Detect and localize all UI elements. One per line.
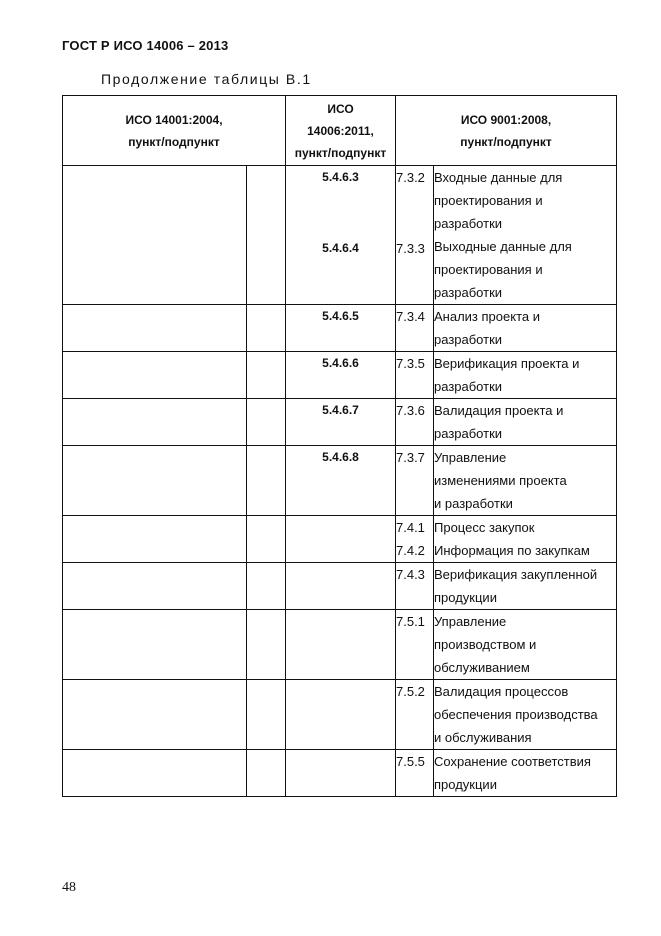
cell-iso9001-number [396,610,434,680]
cell-iso14001-clause [63,446,247,516]
cell-iso9001-title [434,446,617,516]
cell-iso14006 [286,399,396,446]
iso9001-title-line: изменениями проекта [434,473,567,488]
iso9001-title-line: Управление [434,614,507,629]
cell-iso14006 [286,516,396,563]
iso9001-title-line: Информация по закупкам [434,543,590,558]
iso9001-title-line: Процесс закупок [434,520,535,535]
cell-iso9001-number [396,563,434,610]
iso9001-title-line: продукции [434,590,497,605]
cell-iso14001-subclause [247,305,286,352]
cell-iso14001-clause [63,680,247,750]
table-row [63,516,617,563]
iso9001-title-line: проектирования и [434,193,543,208]
cell-iso9001-number [396,399,434,446]
cell-iso14006 [286,750,396,797]
iso14006-clause: 5.4.6.3 [322,170,359,184]
cell-iso9001-number [396,352,434,399]
iso9001-clause-number: 7.3.5 [396,356,425,371]
cell-iso14006 [286,166,396,305]
iso9001-clause-number: 7.3.7 [396,450,425,465]
cell-iso14001-clause [63,516,247,563]
iso9001-title-line: разработки [434,426,503,441]
cell-iso9001-number [396,305,434,352]
cell-iso14001-clause [63,750,247,797]
cell-iso9001-number [396,446,434,516]
iso9001-title-line: продукции [434,777,497,792]
column-header-iso14001 [63,96,286,166]
cell-iso9001-title [434,516,617,563]
cell-iso9001-title [434,305,617,352]
cell-iso14006 [286,305,396,352]
table-row [63,446,617,516]
cell-iso14001-clause [63,166,247,305]
header-line: пункт/подпункт [128,134,220,149]
iso9001-title-line: проектирования и [434,262,543,277]
table-row [63,399,617,446]
cell-iso14001-subclause [247,750,286,797]
iso9001-clause-number: 7.3.3 [396,241,425,256]
iso9001-title-line: обеспечения производства [434,707,598,722]
table-row [63,563,617,610]
table-row [63,352,617,399]
table-row [63,166,617,305]
cell-iso14001-subclause [247,610,286,680]
cell-iso9001-number [396,516,434,563]
table-row [63,610,617,680]
iso9001-clause-number: 7.5.5 [396,754,425,769]
iso9001-title-line: разработки [434,285,503,300]
header-line: 14006:2011, [307,123,374,138]
iso14006-clause: 5.4.6.7 [322,403,359,417]
header-line: пункт/подпункт [460,134,552,149]
iso9001-title-line: и разработки [434,496,513,511]
document-header: ГОСТ Р ИСО 14006 – 2013 [62,38,229,53]
iso9001-clause-number: 7.4.3 [396,567,425,582]
cell-iso14001-subclause [247,166,286,305]
cell-iso14001-clause [63,563,247,610]
cell-iso14001-subclause [247,399,286,446]
cell-iso9001-title [434,352,617,399]
header-line: ИСО 9001:2008, [460,112,552,127]
cell-iso14001-subclause [247,680,286,750]
cell-iso9001-title [434,750,617,797]
header-line: пункт/подпункт [294,145,387,160]
cell-iso14001-subclause [247,446,286,516]
column-header-iso14006 [286,96,396,166]
page-number: 48 [62,880,76,895]
cell-iso9001-number [396,680,434,750]
iso9001-title-line: обслуживанием [434,660,530,675]
iso9001-clause-number: 7.4.2 [396,543,425,558]
iso9001-title-line: Управление [434,450,507,465]
cell-iso9001-number [396,750,434,797]
cell-iso9001-title [434,680,617,750]
iso14006-clause: 5.4.6.4 [322,241,359,255]
cell-iso9001-number [396,166,434,305]
iso9001-title-line: и обслуживания [434,730,532,745]
iso9001-title-line: Верификация закупленной [434,567,598,582]
cell-iso14001-clause [63,305,247,352]
table-row [63,680,617,750]
iso14006-clause: 5.4.6.8 [322,450,359,464]
cell-iso9001-title [434,563,617,610]
iso9001-clause-number: 7.5.1 [396,614,425,629]
table-header-row [63,96,617,166]
cell-iso9001-title [434,166,617,305]
iso9001-title-line: производством и [434,637,537,652]
iso9001-title-line: разработки [434,379,503,394]
correspondence-table [62,95,617,797]
header-line: ИСО [327,101,354,116]
cell-iso14001-clause [63,610,247,680]
iso9001-title-line: Валидация проекта и [434,403,564,418]
iso9001-clause-number: 7.3.6 [396,403,425,418]
table-row [63,750,617,797]
iso9001-title-line: Сохранение соответствия [434,754,591,769]
cell-iso14006 [286,610,396,680]
column-header-iso9001 [396,96,617,166]
iso9001-clause-number: 7.4.1 [396,520,425,535]
iso9001-clause-number: 7.3.2 [396,170,425,185]
table-caption: Продолжение таблицы В.1 [101,71,312,87]
iso9001-title-line: Анализ проекта и [434,309,540,324]
table-row [63,305,617,352]
iso9001-clause-number: 7.5.2 [396,684,425,699]
cell-iso14001-clause [63,399,247,446]
cell-iso14006 [286,563,396,610]
cell-iso9001-title [434,399,617,446]
cell-iso14006 [286,446,396,516]
cell-iso14001-clause [63,352,247,399]
iso9001-title-line: Валидация процессов [434,684,569,699]
cell-iso14001-subclause [247,352,286,399]
iso9001-title-line: Входные данные для [434,170,563,185]
iso9001-title-line: разработки [434,216,503,231]
iso14006-clause: 5.4.6.5 [322,309,359,323]
cell-iso14001-subclause [247,563,286,610]
cell-iso14006 [286,352,396,399]
header-line: ИСО 14001:2004, [125,112,223,127]
iso9001-title-line: разработки [434,332,503,347]
iso14006-clause: 5.4.6.6 [322,356,359,370]
iso9001-clause-number: 7.3.4 [396,309,425,324]
cell-iso14006 [286,680,396,750]
cell-iso14001-subclause [247,516,286,563]
iso9001-title-line: Выходные данные для [434,239,572,254]
cell-iso9001-title [434,610,617,680]
iso9001-title-line: Верификация проекта и [434,356,580,371]
